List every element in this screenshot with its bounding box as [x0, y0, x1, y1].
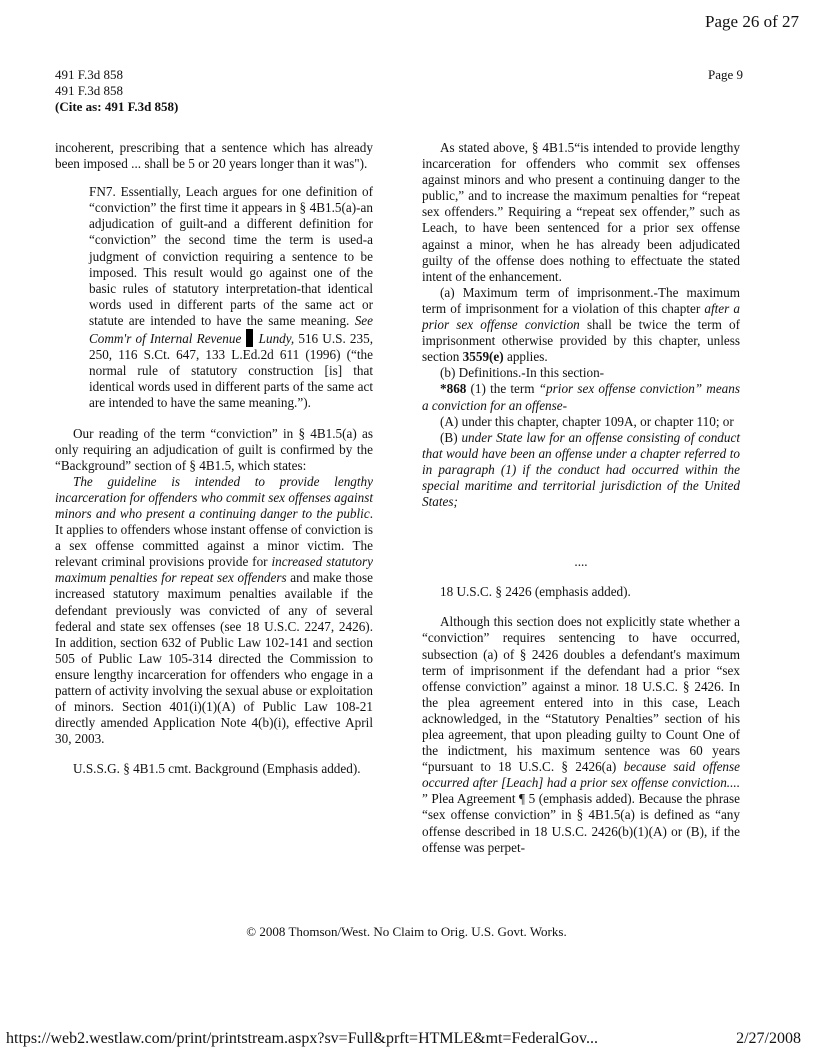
background-quote: The guideline is intended to provide lengthy incarceration for offenders who commit sex offenses against minors and who present a continuing danger to the public. It applies to offenders whose instant offense of conviction is a sex offense committed against a minor victim. The relevant criminal provisions provide for increased statutory maximum penalties for repeat sex offenders and make those increased statutory maximum penalties available if the defendant previously was convicted of any of several federal and state sex offenses (see 18 U.S.C. 2247, 2426). In addition, section 632 of Public Law 102-141 and section 505 of Public Law 105-314 directed the Commission to ensure lengthy incarceration for offenders who engage in a pattern of activity involving the sexual abuse or exploitation of minors. Section 401(i)(1)(A) of Public Law 108-21 directly amended Application Note 4(b)(i), effective April 30, 2003.: [55, 473, 373, 747]
statute-link-3559e[interactable]: 3559(e): [462, 349, 504, 365]
page-url: https://web2.westlaw.com/print/printstream.aspx?sv=Full&prft=HTMLE&mt=FederalGov...: [6, 1030, 599, 1047]
statute-paragraph-1: *868 (1) the term “prior sex offense conviction” means a conviction for an offense-: [422, 381, 740, 413]
omission-ellipsis: ....: [574, 554, 588, 570]
left-column: [55, 140, 373, 777]
star-page-marker: *868: [440, 381, 467, 397]
usc-citation: 18 U.S.C. § 2426 (emphasis added).: [440, 584, 631, 600]
citation-line-1: 491 F.3d 858: [55, 67, 123, 82]
left-paragraph-2: Our reading of the term “conviction” in § 4B1.5(a) as only requiring an adjudication of guilt is confirmed by the “Background” section of § 4B1.5, which states:: [55, 425, 373, 473]
statute-subsection-b: (b) Definitions.-In this section-: [440, 365, 605, 381]
right-paragraph-1: As stated above, § 4B1.5“is intended to provide lengthy incarceration for offenders who commit sex offenses against minors and who present a continuing danger to the public,” and to increase the maximum penalties for “repeat sex offenders.” Requiring a “repeat sex offender,” such as Leach, to have been sentenced for a prior sex offense against a minor, when he has already been adjudicated guilty of the offense does nothing to effectuate the stated intent of the enhancement.: [422, 140, 740, 284]
inner-page-number: Page 9: [707, 67, 743, 82]
citation-header: [55, 67, 178, 115]
statute-clause-b: (B) under State law for an offense consisting of conduct that would have been an offense under a chapter referred to in paragraph (1) if the conduct had occurred within the special maritime and territorial jurisdiction of the United States;: [422, 429, 740, 510]
footnote-case-name: See Comm'r of Internal Revenue: [89, 312, 373, 347]
right-paragraph-3: Although this section does not explicitly state whether a “conviction” requires sentencing to have occurred, subsection (a) of § 2426 doubles a defendant's maximum term of imprisonment if the defendant had a prior “sex offense conviction” against a minor. 18 U.S.C. § 2426. In the plea agreement entered into in this case, Leach acknowledged, in the “Statutory Penalties” section of his plea agreement, that upon pleading guilty to Count One of the indictment, his maximum sentence was 60 years “pursuant to 18 U.S.C. § 2426(a) because said offense occurred after [Leach] had a prior sex offense conviction.... ” Plea Agreement ¶ 5 (emphasis added). Because the phrase “sex offense conviction” in § 4B1.5(a) is defined as “any offense described in 18 U.S.C. 2426(b)(1)(A) or (B), if the offense was perpet-: [422, 614, 740, 855]
redaction-mark: [246, 329, 253, 347]
footnote-fn7: FN7. Essentially, Leach argues for one definition of “conviction” the first time it appears in § 4B1.5(a)-an adjudication of guilt-and a different definition for “conviction” the second time the term is used-a judgment of conviction requiring a sentence to be imposed. This result would go against one of the basic rules of statutory interpretation-that identical words used in different parts of the same act or statute are intended to have the same meaning. See Comm'r of Internal Revenue Lundy, 516 U.S. 235, 250, 116 S.Ct. 647, 133 L.Ed.2d 611 (1996) (“the normal rule of statutory construction [is] that identical words used in different parts of the same act are intended to have the same meaning.”).: [89, 184, 374, 411]
print-date: 2/27/2008: [736, 1030, 801, 1047]
page-of-indicator: Page 26 of 27: [705, 12, 799, 31]
right-column: [422, 140, 740, 856]
cite-as-line: (Cite as: 491 F.3d 858): [55, 99, 179, 114]
statute-subsection-a: (a) Maximum term of imprisonment.-The maximum term of imprisonment for a violation of this chapter after a prior sex offense conviction shall be twice the term of imprisonment otherwise provided by this chapter, unless section 3559(e) applies.: [422, 284, 740, 365]
left-paragraph-1: incoherent, prescribing that a sentence which has already been imposed ... shall be 5 or 20 years longer than it was").: [55, 140, 373, 172]
guideline-citation: U.S.S.G. § 4B1.5 cmt. Background (Emphasis added).: [73, 761, 361, 777]
statute-clause-a: (A) under this chapter, chapter 109A, or chapter 110; or: [440, 413, 734, 429]
copyright-footer: © 2008 Thomson/West. No Claim to Orig. U.S. Govt. Works.: [246, 924, 567, 939]
citation-line-2: 491 F.3d 858: [55, 83, 123, 98]
